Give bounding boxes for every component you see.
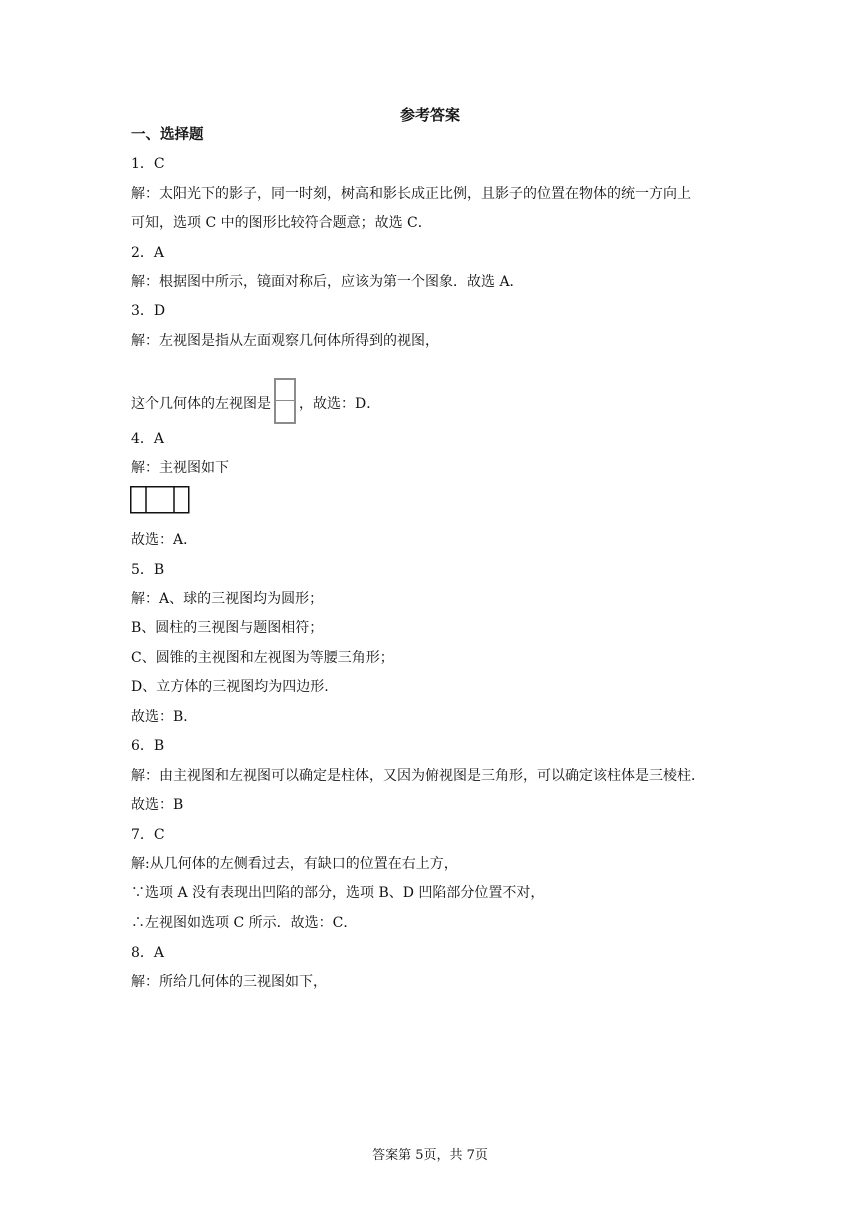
section-heading: 一、选择题 — [131, 126, 204, 143]
answer-7: 7．C — [131, 827, 165, 843]
explanation-3-line-2 — [131, 381, 380, 427]
explanation-5-line-2: B、圆柱的三视图与题图相符； — [131, 620, 324, 636]
explanation-6: 解：由主视图和左视图可以确定是柱体，又因为俯视图是三角形，可以确定该柱体是三棱柱． — [131, 768, 705, 784]
left-view-figure — [274, 378, 296, 424]
explanation-6-conclusion: 故选：B — [131, 797, 184, 813]
answer-2: 2．A — [131, 245, 165, 261]
explanation-5-line-3: C、圆锥的主视图和左视图为等腰三角形； — [131, 650, 394, 666]
explanation-4-conclusion: 故选：A． — [131, 532, 198, 548]
explanation-7-line-2: ∵选项 A 没有表现出凹陷的部分，选项 B、D 凹陷部分位置不对， — [131, 885, 545, 901]
explanation-5-line-4: D、立方体的三视图均为四边形. — [131, 679, 329, 695]
explanation-3-line-1: 解：左视图是指从左面观察几何体所得到的视图， — [131, 333, 439, 349]
answer-3: 3．D — [131, 303, 166, 319]
explanation-2: 解：根据图中所示，镜面对称后，应该为第一个图象．故选 A． — [131, 274, 524, 290]
explanation-8: 解：所给几何体的三视图如下， — [131, 974, 327, 990]
explanation-4: 解：主视图如下 — [131, 460, 229, 476]
explanation-1-line-1: 解：太阳光下的影子，同一时刻，树高和影长成正比例，且影子的位置在物体的统一方向上 — [131, 186, 691, 202]
explanation-5-line-1: 解：A、球的三视图均为圆形； — [131, 591, 324, 607]
answer-5: 5．B — [131, 562, 165, 578]
left-view-divider — [276, 400, 294, 401]
answer-6: 6．B — [131, 738, 165, 754]
front-view-outline — [131, 487, 189, 513]
explanation-5-conclusion: 故选：B． — [131, 709, 198, 725]
explanation-3-text-before: 这个几何体的左视图是 — [131, 396, 271, 412]
page-footer: 答案第 5页，共 7页 — [372, 1148, 488, 1163]
page-title: 参考答案 — [399, 106, 460, 124]
answer-4: 4．A — [131, 431, 165, 447]
answer-1: 1．C — [131, 156, 165, 172]
explanation-3-text-after: ，故选：D． — [299, 396, 381, 412]
explanation-1-line-2: 可知，选项 C 中的图形比较符合题意；故选 C． — [131, 215, 432, 231]
answer-8: 8．A — [131, 945, 165, 961]
front-view-figure — [130, 486, 190, 514]
explanation-7-line-1: 解:从几何体的左侧看过去，有缺口的位置在右上方， — [131, 856, 458, 872]
explanation-7-conclusion: ∴左视图如选项 C 所示．故选：C． — [131, 915, 358, 931]
